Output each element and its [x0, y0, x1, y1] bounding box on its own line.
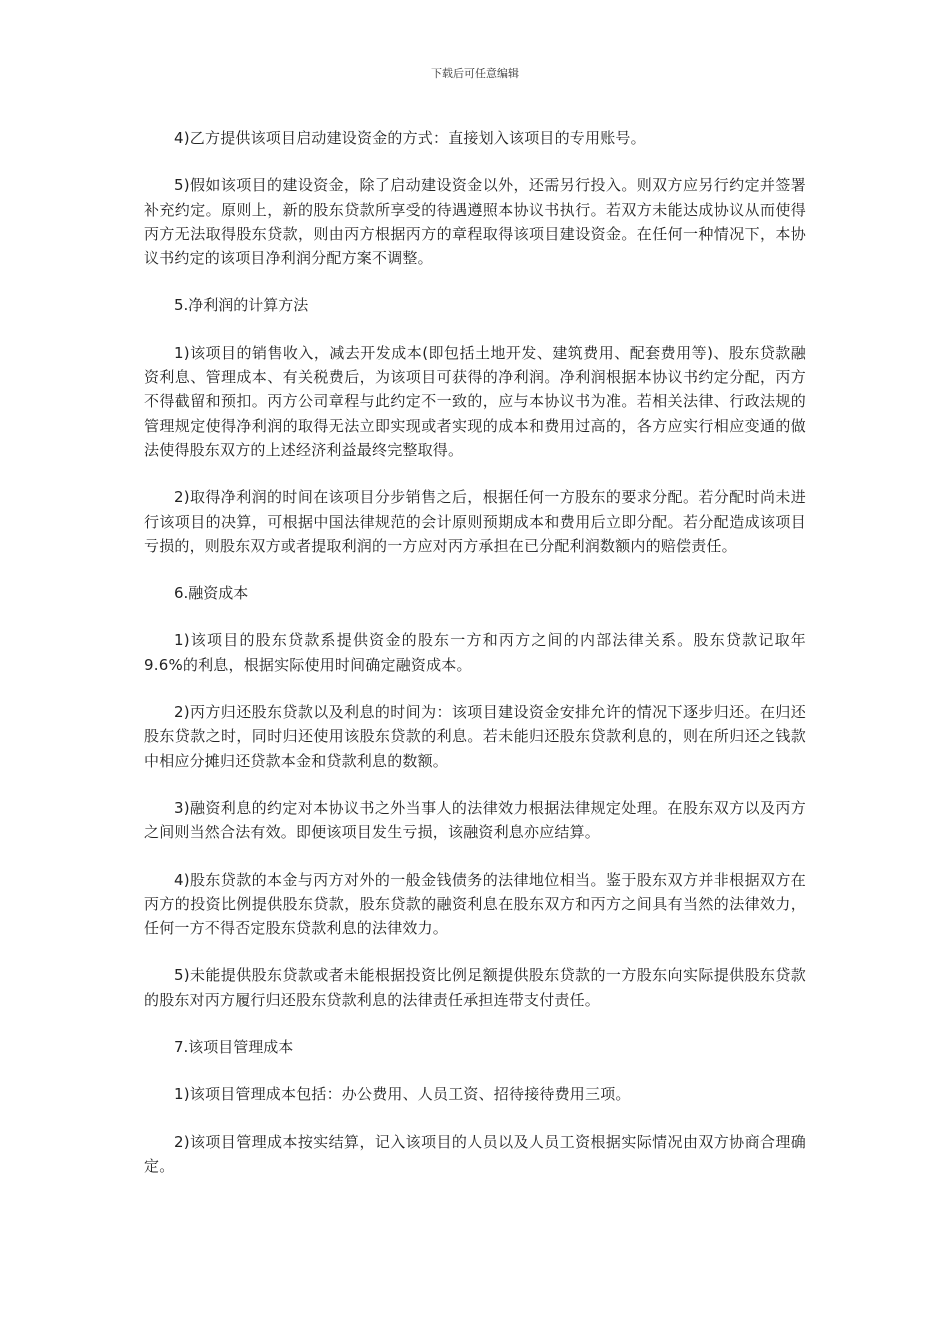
page-header-note: 下载后可任意编辑 — [431, 67, 519, 80]
section-heading-management-cost: 7.该项目管理成本 — [174, 1038, 294, 1057]
paragraph-5-additional-funding: 5)假如该项目的建设资金，除了启动建设资金以外，还需另行投入。则双方应另行约定并签署补充约定。原则上，新的股东贷款所享受的待遇遵照本协议书执行。若双方未能达成协议从而使得丙方无法取得股东贷款，则由丙方根据丙方的章程取得该项目建设资金。在任何一种情况下，本协议书约定的该项目净利润分配方案不调整。 — [144, 176, 806, 268]
paragraph-financing-1: 1)该项目的股东贷款系提供资金的股东一方和丙方之间的内部法律关系。股东贷款记取年 9.6%的利息，根据实际使用时间确定融资成本。 — [144, 631, 806, 674]
paragraph-net-profit-2: 2)取得净利润的时间在该项目分步销售之后，根据任何一方股东的要求分配。若分配时尚未进行该项目的决算，可根据中国法律规范的会计原则预期成本和费用后立即分配。若分配造成该项目亏损的，则股东双方或者提取利润的一方应对丙方承担在已分配利润数额内的赔偿责任。 — [144, 488, 806, 555]
paragraph-financing-4: 4)股东贷款的本金与丙方对外的一般金钱债务的法律地位相当。鉴于股东双方并非根据双方在丙方的投资比例提供股东贷款，股东贷款的融资利息在股东双方和丙方之间具有当然的法律效力，任何一方不得否定股东贷款利息的法律效力。 — [144, 870, 806, 938]
paragraph-financing-5: 5)未能提供股东贷款或者未能根据投资比例足额提供股东贷款的一方股东向实际提供股东贷款的股东对丙方履行归还股东贷款利息的法律责任承担连带支付责任。 — [144, 966, 806, 1009]
paragraph-financing-2: 2)丙方归还股东贷款以及利息的时间为：该项目建设资金安排允许的情况下逐步归还。在归还股东贷款之时，同时归还使用该股东贷款的利息。若未能归还股东贷款利息的，则在所归还之钱款中相应分摊归还贷款本金和贷款利息的数额。 — [144, 703, 806, 770]
paragraph-4-funding-method: 4)乙方提供该项目启动建设资金的方式：直接划入该项目的专用账号。 — [174, 129, 646, 147]
paragraph-management-2: 2)该项目管理成本按实结算，记入该项目的人员以及人员工资根据实际情况由双方协商合理确定。 — [144, 1132, 806, 1175]
section-heading-net-profit: 5.净利润的计算方法 — [174, 296, 309, 315]
paragraph-financing-3: 3)融资利息的约定对本协议书之外当事人的法律效力根据法律规定处理。在股东双方以及丙方之间则当然合法有效。即便该项目发生亏损，该融资利息亦应结算。 — [144, 798, 806, 842]
document-body — [144, 126, 806, 1201]
section-heading-financing-cost: 6.融资成本 — [174, 584, 249, 603]
paragraph-management-1: 1)该项目管理成本包括：办公费用、人员工资、招待接待费用三项。 — [174, 1085, 631, 1104]
paragraph-net-profit-1: 1)该项目的销售收入，减去开发成本(即包括土地开发、建筑费用、配套费用等)、股东贷款融资利息、管理成本、有关税费后，为该项目可获得的净利润。净利润根据本协议书约定分配，丙方不得截留和预扣。丙方公司章程与此约定不一致的，应与本协议书为准。若相关法律、行政法规的管理规定使得净利润的取得无法立即实现或者实现的成本和费用过高的，各方应实行相应变通的做法使得股东双方的上述经济利益最终完整取得。 — [144, 343, 806, 459]
